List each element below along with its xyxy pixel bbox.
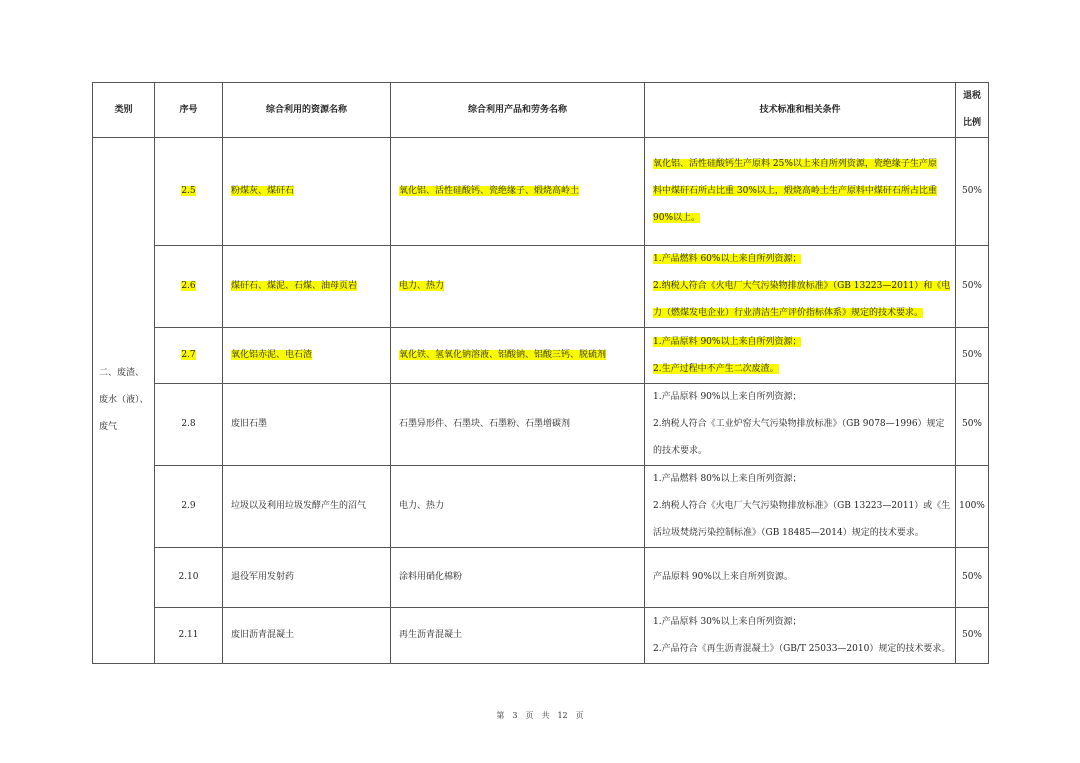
seq-text: 2.6 xyxy=(181,281,196,291)
seq-cell: 2.10 xyxy=(155,548,223,608)
product-cell: 电力、热力 xyxy=(391,466,645,548)
header-rate-line1: 退税 xyxy=(962,91,981,101)
footer-page-number: 3 xyxy=(512,711,518,720)
standard-line: 1.产品原料 90%以上来自所列资源； xyxy=(653,392,802,402)
seq-cell xyxy=(155,138,223,246)
standard-cell xyxy=(645,246,956,328)
table-row xyxy=(93,138,989,246)
resource-cell xyxy=(223,328,391,384)
product-text: 氧化铝、活性硅酸钙、瓷绝缘子、煅烧高岭土 xyxy=(399,186,580,196)
rate-cell: 50% xyxy=(956,384,989,466)
category-line1: 二、废渣、 xyxy=(99,368,145,378)
seq-cell: 2.8 xyxy=(155,384,223,466)
table-row xyxy=(93,384,989,466)
header-rate xyxy=(956,83,989,138)
seq-text: 2.7 xyxy=(181,350,196,360)
seq-cell xyxy=(155,246,223,328)
product-text: 氧化铁、氢氧化钠溶液、铝酸钠、铝酸三钙、脱硫剂 xyxy=(399,350,607,360)
table-row xyxy=(93,466,989,548)
header-rate-line2: 比例 xyxy=(962,118,981,128)
footer-prefix: 第 xyxy=(496,711,505,720)
rate-cell: 50% xyxy=(956,246,989,328)
product-cell xyxy=(391,328,645,384)
product-cell xyxy=(391,246,645,328)
standard-cell xyxy=(645,328,956,384)
header-standard: 技术标准和相关条件 xyxy=(645,83,956,138)
rate-cell: 50% xyxy=(956,548,989,608)
resource-cell: 废旧沥青混凝土 xyxy=(223,608,391,664)
table-row xyxy=(93,328,989,384)
header-product: 综合利用产品和劳务名称 xyxy=(391,83,645,138)
standard-cell xyxy=(645,384,956,466)
category-cell xyxy=(93,138,155,664)
standard-line: 90%以上。 xyxy=(653,213,701,223)
standard-line: 的技术要求。 xyxy=(653,446,708,456)
standard-line: 2.生产过程中不产生二次废渣。 xyxy=(653,363,779,374)
seq-cell: 2.9 xyxy=(155,466,223,548)
standard-line: 料中煤矸石所占比重 30%以上，煅烧高岭土生产原料中煤矸石所占比重 xyxy=(653,186,937,196)
standard-line: 2.纳税人符合《火电厂大气污染物排放标准》（GB 13223—2011）和《电 xyxy=(653,281,951,291)
standard-line: 2.纳税人符合《火电厂大气污染物排放标准》（GB 13223—2011）或《生 xyxy=(653,501,951,511)
seq-cell xyxy=(155,328,223,384)
resource-text: 氧化铝赤泥、电石渣 xyxy=(231,350,313,360)
resource-text: 煤矸石、煤泥、石煤、油母页岩 xyxy=(231,281,358,291)
standard-cell xyxy=(645,466,956,548)
standard-cell xyxy=(645,608,956,664)
rate-cell: 50% xyxy=(956,608,989,664)
category-line2: 废水（液）、 xyxy=(99,395,149,405)
rate-cell: 50% xyxy=(956,328,989,384)
seq-cell: 2.11 xyxy=(155,608,223,664)
standard-cell xyxy=(645,138,956,246)
footer-mid2: 共 xyxy=(541,711,550,720)
product-cell: 再生沥青混凝土 xyxy=(391,608,645,664)
resource-cell xyxy=(223,246,391,328)
standard-line: 1.产品燃料 60%以上来自所列资源； xyxy=(653,254,802,264)
page-footer xyxy=(0,710,1080,721)
footer-suffix: 页 xyxy=(575,711,584,720)
standard-line: 1.产品燃料 80%以上来自所列资源； xyxy=(653,474,802,484)
table-row xyxy=(93,246,989,328)
product-cell: 石墨异形件、石墨块、石墨粉、石墨增碳剂 xyxy=(391,384,645,466)
footer-total-pages: 12 xyxy=(557,711,568,720)
standard-line: 2.纳税人符合《工业炉窑大气污染物排放标准》（GB 9078—1996）规定 xyxy=(653,419,945,429)
standard-line: 1.产品原料 90%以上来自所列资源； xyxy=(653,336,802,347)
standard-line: 力（燃煤发电企业）行业清洁生产评价指标体系》规定的技术要求。 xyxy=(653,308,924,318)
standard-line: 氧化铝、活性硅酸钙生产原料 25%以上来自所列资源，瓷绝缘子生产原 xyxy=(653,159,937,169)
standard-line: 1.产品原料 30%以上来自所列资源； xyxy=(653,616,802,627)
resource-cell: 垃圾以及利用垃圾发酵产生的沼气 xyxy=(223,466,391,548)
tax-refund-table xyxy=(92,82,989,664)
product-text: 电力、热力 xyxy=(399,281,445,291)
category-line3: 废气 xyxy=(99,422,118,432)
resource-cell: 退役军用发射药 xyxy=(223,548,391,608)
table-header-row xyxy=(93,83,989,138)
table-row xyxy=(93,608,989,664)
table-row xyxy=(93,548,989,608)
resource-cell xyxy=(223,138,391,246)
header-seq: 序号 xyxy=(155,83,223,138)
seq-text: 2.5 xyxy=(181,186,196,196)
standard-line: 2.产品符合《再生沥青混凝土》（GB/T 25033—2010）规定的技术要求。 xyxy=(653,643,951,654)
standard-cell xyxy=(645,548,956,608)
standard-line: 产品原料 90%以上来自所列资源。 xyxy=(653,572,793,582)
resource-cell: 废旧石墨 xyxy=(223,384,391,466)
rate-cell: 100% xyxy=(956,466,989,548)
standard-line: 活垃圾焚烧污染控制标准》（GB 18485—2014）规定的技术要求。 xyxy=(653,528,924,538)
product-cell xyxy=(391,138,645,246)
product-cell: 涂料用硝化棉粉 xyxy=(391,548,645,608)
footer-mid1: 页 xyxy=(525,711,534,720)
rate-cell: 50% xyxy=(956,138,989,246)
resource-text: 粉煤灰、煤矸石 xyxy=(231,186,295,196)
header-resource: 综合利用的资源名称 xyxy=(223,83,391,138)
header-category: 类别 xyxy=(93,83,155,138)
